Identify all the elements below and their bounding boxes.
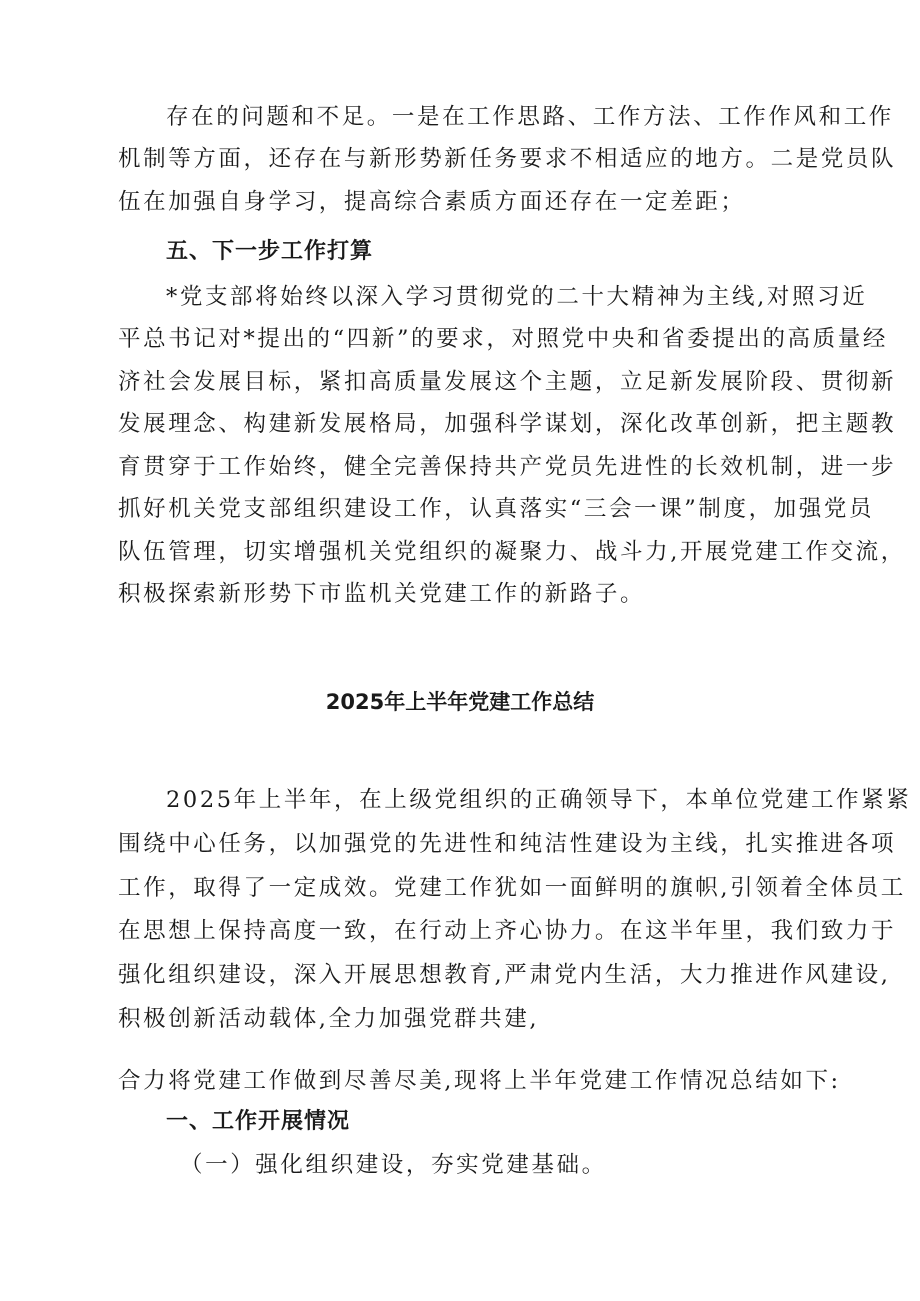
paragraph-line: 机制等方面，还存在与新形势新任务要求不相适应的地方。二是党员队 [118, 146, 897, 172]
paragraph-line: 合力将党建工作做到尽善尽美,现将上半年党建工作情况总结如下: [118, 1068, 841, 1094]
paragraph-line: 队伍管理，切实增强机关党组织的凝聚力、战斗力,开展党建工作交流， [118, 539, 906, 565]
paragraph-line: 围绕中心任务，以加强党的先进性和纯洁性建设为主线，扎实推进各项 [118, 831, 897, 857]
paragraph-line: 平总书记对*提出的“四新”的要求，对照党中央和省委提出的高质量经 [118, 326, 888, 352]
paragraph-line: 抓好机关党支部组织建设工作，认真落实“三会一课”制度，加强党员 [118, 496, 875, 522]
paragraph-line: 育贯穿于工作始终，健全完善保持共产党员先进性的长效机制，进一步 [118, 454, 897, 480]
paragraph-line: 2025年上半年，在上级党组织的正确领导下，本单位党建工作紧紧 [166, 787, 912, 813]
paragraph-line: 伍在加强自身学习，提高综合素质方面还存在一定差距； [118, 189, 746, 215]
section-heading-next-steps: 五、下一步工作打算 [166, 239, 374, 264]
subsection-heading: （一）强化组织建设，夯实党建基础。 [180, 1152, 607, 1178]
document-title: 2025年上半年党建工作总结 [325, 690, 595, 714]
paragraph-line: 积极创新活动载体,全力加强党群共建, [118, 1006, 540, 1032]
paragraph-line: 在思想上保持高度一致，在行动上齐心协力。在这半年里，我们致力于 [118, 918, 897, 944]
section-heading-work-progress: 一、工作开展情况 [166, 1109, 351, 1134]
paragraph-line: 存在的问题和不足。一是在工作思路、工作方法、工作作风和工作 [166, 104, 894, 130]
paragraph-line: 强化组织建设，深入开展思想教育,严肃党内生活，大力推进作风建设, [118, 962, 891, 988]
paragraph-line: *党支部将始终以深入学习贯彻党的二十大精神为主线,对照习近 [166, 284, 868, 310]
paragraph-line: 济社会发展目标，紧扣高质量发展这个主题，立足新发展阶段、贯彻新 [118, 369, 897, 395]
paragraph-line: 发展理念、构建新发展格局，加强科学谋划，深化改革创新，把主题教 [118, 411, 897, 437]
paragraph-line: 积极探索新形势下市监机关党建工作的新路子。 [118, 581, 646, 607]
paragraph-line: 工作，取得了一定成效。党建工作犹如一面鲜明的旗帜,引领着全体员工 [118, 875, 906, 901]
